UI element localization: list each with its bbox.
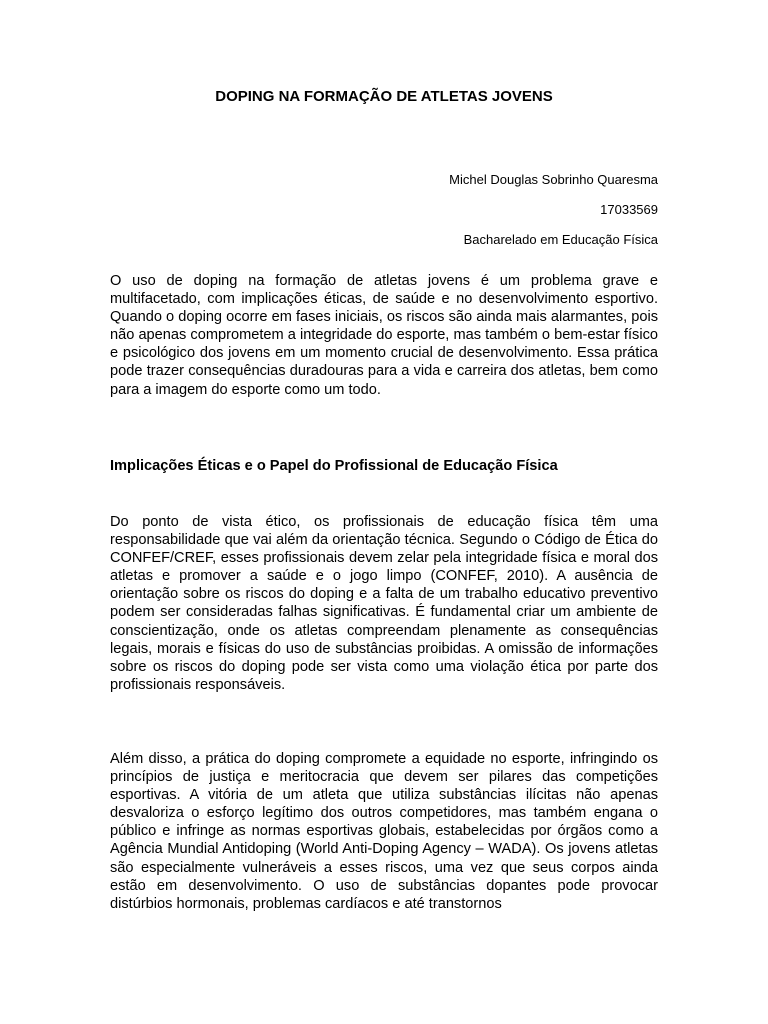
author-program: Bacharelado em Educação Física: [463, 232, 658, 247]
equity-paragraph: Além disso, a prática do doping compromete a equidade no esporte, infringindo os princípios de justiça e meritocracia que devem ser pilares das competições esportivas. A vitória de um atleta que utiliza substâncias ilícitas não apenas desvaloriza o esforço legítimo dos outros competidores, mas também engana o público e infringe as normas esportivas globais, estabelecidas por órgãos como a Agência Mundial Antidoping (World Anti-Doping Agency – WADA). Os jovens atletas são especialmente vulneráveis a esses riscos, uma vez que seus corpos ainda estão em desenvolvimento. O uso de substâncias dopantes pode provocar distúrbios hormonais, problemas cardíacos e até transtornos: [110, 751, 658, 912]
document-page: [110, 0, 658, 1024]
document-title: DOPING NA FORMAÇÃO DE ATLETAS JOVENS: [215, 88, 553, 105]
ethics-paragraph: Do ponto de vista ético, os profissionais de educação física têm uma responsabilidade que vai além da orientação técnica. Segundo o Código de Ética do CONFEF/CREF, esses profissionais devem zelar pela integridade física e moral dos atletas e promover a saúde e o jogo limpo (CONFEF, 2010). A ausência de orientação sobre os riscos do doping e a falta de um trabalho educativo preventivo podem ser consideradas falhas significativas. É fundamental criar um ambiente de conscientização, onde os atletas compreendam plenamente as consequências legais, morais e físicas do uso de substâncias proibidas. A omissão de informações sobre os riscos do doping pode ser vista como uma violação ética por parte dos profissionais responsáveis.: [110, 514, 658, 693]
author-block: [449, 165, 658, 255]
author-id: 17033569: [600, 202, 658, 217]
section-heading: Implicações Éticas e o Papel do Profissional de Educação Física: [110, 458, 558, 474]
author-name: Michel Douglas Sobrinho Quaresma: [449, 172, 658, 187]
intro-paragraph: O uso de doping na formação de atletas jovens é um problema grave e multifacetado, com implicações éticas, de saúde e no desenvolvimento esportivo. Quando o doping ocorre em fases iniciais, os riscos são ainda mais alarmantes, pois não apenas comprometem a integridade do esporte, mas também o bem-estar físico e psicológico dos jovens em um momento crucial de desenvolvimento. Essa prática pode trazer consequências duradouras para a vida e carreira dos atletas, bem como para a imagem do esporte como um todo.: [110, 273, 658, 398]
